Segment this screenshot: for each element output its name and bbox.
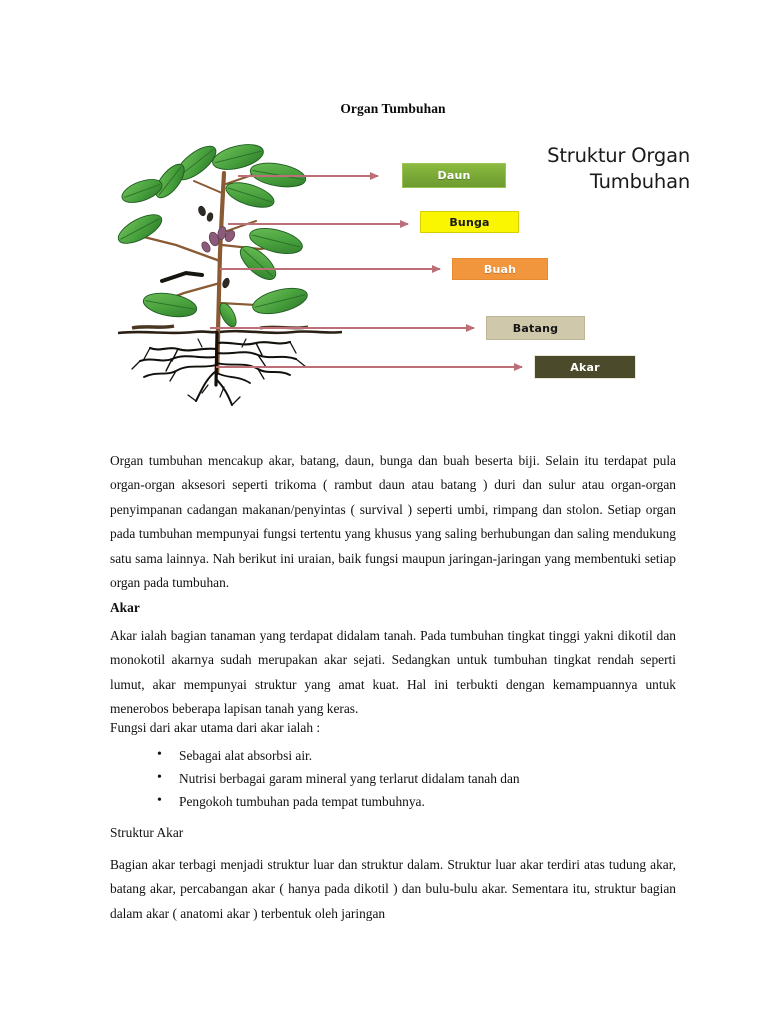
label-batang: Batang <box>486 316 585 340</box>
list-item: • Pengokoh tumbuhan pada tempat tumbuhnya. <box>157 790 723 813</box>
section-heading-akar: Akar <box>110 600 140 615</box>
arrow-to-buah <box>220 268 440 270</box>
arrow-to-daun <box>238 175 378 177</box>
fungsi-intro-text: Fungsi dari akar utama dari akar ialah : <box>110 720 321 735</box>
struktur-akar-paragraph: Bagian akar terbagi menjadi struktur luar dan struktur dalam. Struktur luar akar terdiri atas tudung akar, batang akar, percabangan akar ( hanya pada dikotil ) dan bulu-bulu akar. Sementara itu, struktur bagian dalam akar ( anatomi akar ) terbentuk oleh jaringan <box>110 857 676 921</box>
intro-paragraph: Organ tumbuhan mencakup akar, batang, daun, bunga dan buah beserta biji. Selain itu terdapat pula organ-organ aksesori seperti trikoma ( rambut daun atau batang ) duri dan sulur atau organ-organ penyimpanan cadangan makanan/penyintas ( survival ) seperti umbi, rimpang dan stolon. Setiap organ pada tumbuhan mempunyai fungsi tertentu yang khusus yang saling berhubungan dan saling mendukung satu sama lainnya. Nah berikut ini uraian, baik fungsi maupun jaringan-jaringan yang membentuki setiap organ pada tumbuhan. <box>110 453 676 590</box>
list-item: • Nutrisi berbagai garam mineral yang terlarut didalam tanah dan <box>157 767 723 790</box>
label-daun: Daun <box>402 163 506 188</box>
arrow-to-bunga <box>228 223 408 225</box>
label-bunga: Bunga <box>420 211 519 233</box>
akar-paragraph: Akar ialah bagian tanaman yang terdapat didalam tanah. Pada tumbuhan tingkat tinggi yakni dikotil dan monokotil akarnya sudah merupakan akar sejati. Sedangkan untuk tumbuhan tingkat rendah seperti lumut, akar mempunyai struktur yang amat kuat. Hal ini terbukti dengan kemampuannya untuk menerobos beberapa lapisan tanah yang keras. <box>110 628 676 717</box>
arrow-to-batang <box>210 327 474 329</box>
label-buah: Buah <box>452 258 548 280</box>
page-title: Organ Tumbuhan <box>340 101 446 116</box>
diagram-heading-line-2: Tumbuhan <box>589 169 690 193</box>
plant-organ-diagram <box>110 133 690 423</box>
list-item: • Sebagai alat absorbsi air. <box>157 744 723 767</box>
diagram-heading <box>480 143 690 194</box>
fungsi-akar-list <box>110 744 723 813</box>
label-akar: Akar <box>534 355 636 379</box>
section-heading-struktur-akar: Struktur Akar <box>110 825 184 840</box>
diagram-heading-line-1: Struktur Organ <box>547 144 690 167</box>
arrow-to-akar <box>216 366 522 368</box>
